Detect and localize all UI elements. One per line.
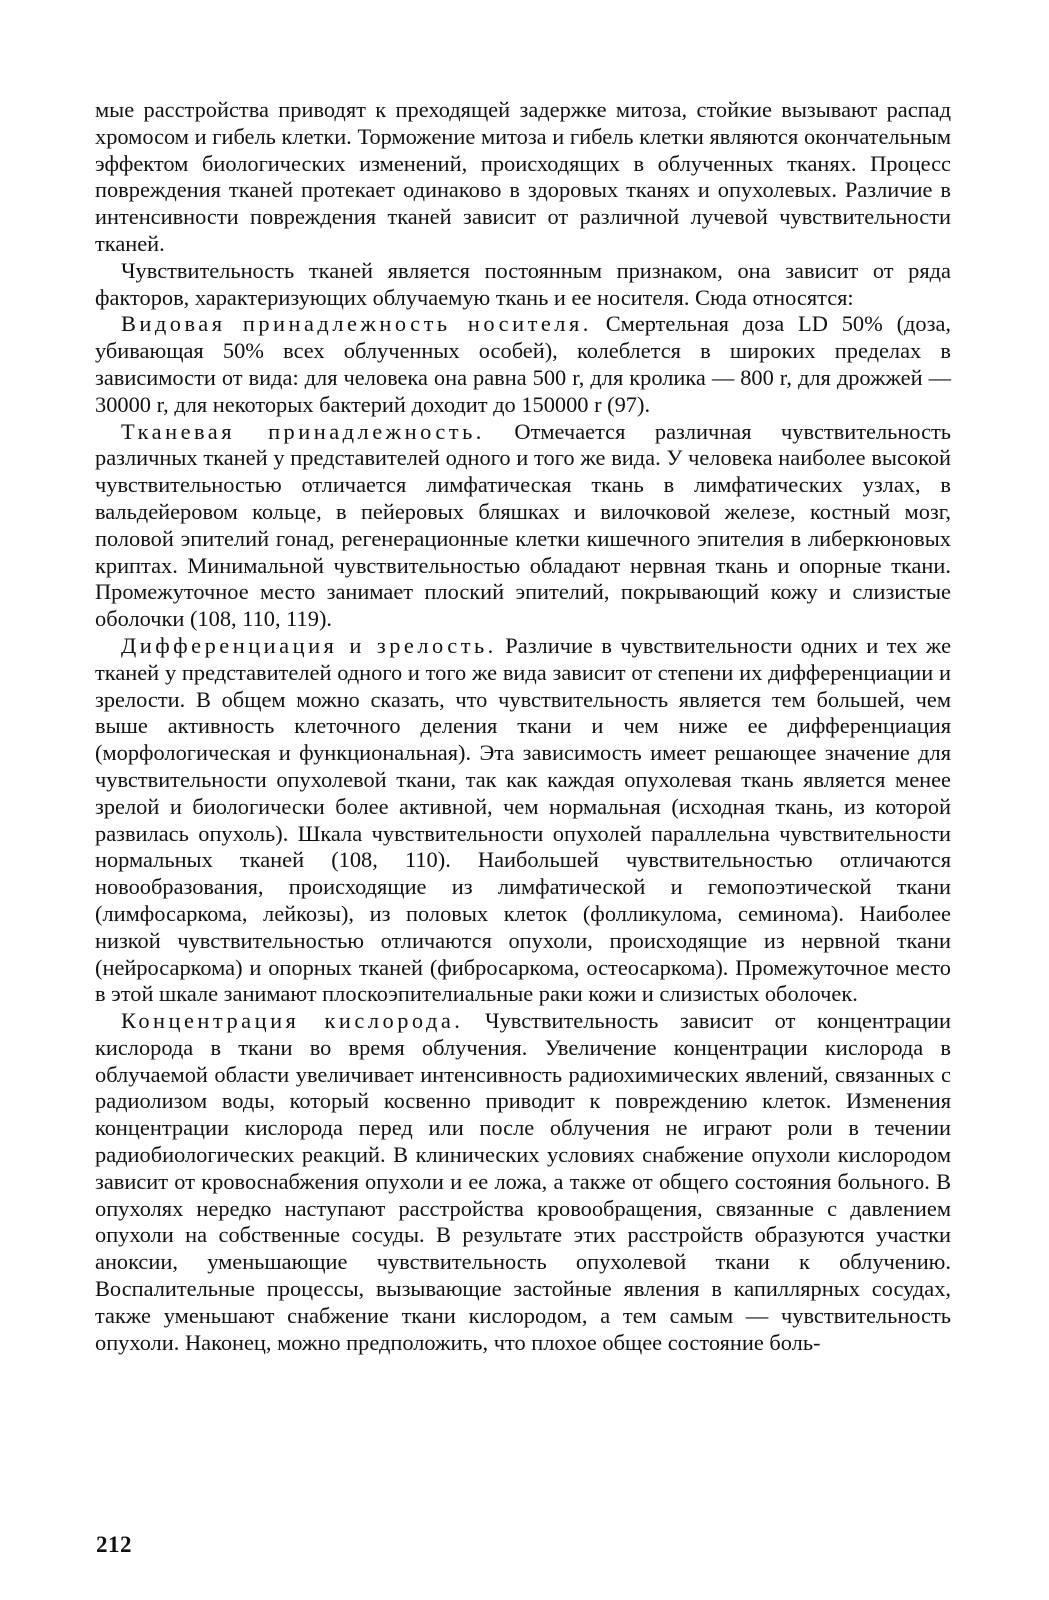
paragraph-text: Чувствительность зависит от концентрации кислорода в ткани во время облучения. Увеличение концентрации кислорода в облучаемой области увеличивает интенсивность радиохимических явлений, связанных с радиолизом воды, который косвенно приводит к повреждению клеток. Изменения концентрации кислорода перед или после облучения не играют роли в течении радиобиологических реакций. В клинических условиях снабжение опухоли кислородом зависит от кровоснабжения опухоли и ее ложа, а также от общего состояния больного. В опухолях нередко наступают расстройства кровообращения, связанные с давлением опухоли на собственные сосуды. В результате этих расстройств образуются участки аноксии, уменьшающие чувствительность опухолевой ткани к облучению. Воспалительные процессы, вызывающие застойные явления в капиллярных сосудах, также уменьшают снабжение ткани кислородом, а тем самым — чувствительность опухоли. Наконец, можно предположить, что плохое общее состояние боль- [95,1008,951,1355]
paragraph-sensitivity [95,258,951,312]
paragraph-text: Различие в чувствительности одних и тех же тканей у представителей одного и того же вида зависит от степени их дифференциации и зрелости. В общем можно сказать, что чувствительность является тем большей, чем выше активность клеточного деления ткани и чем ниже ее дифференциация (морфологическая и функциональная). Эта зависимость имеет решающее значение для чувствительности опухолевой ткани, так как каждая опухолевая ткань является менее зрелой и биологически более активной, чем нормальная (исходная ткань, из которой развилась опухоль). Шкала чувствительности опухолей параллельна чувствительности нормальных тканей (108, 110). Наибольшей чувствительностью отличаются новообразования, происходящие из лимфатической и гемопоэтической ткани (лимфосаркома, лейкозы), из половых клеток (фолликулома, семинома). Наиболее низкой чувствительностью отличаются опухоли, происходящие из нервной ткани (нейросаркома) и опорных тканей (фибросаркома, остеосаркома). Промежуточное место в этой шкале занимают плоскоэпителиальные раки кожи и слизистых оболочек. [95,632,952,1007]
paragraph-species [95,311,951,418]
paragraph-text: Отмечается различная чувствительность различных тканей у представителей одного и того же вида. У человека наиболее высокой чувствительностью отличается лимфатическая ткань в лимфатических узлах, в вальдейеровом кольце, в пейеровых бляшках и вилочковой железе, костный мозг, половой эпителий гонад, регенерационные клетки кишечного эпителия в либеркюновых криптах. Минимальной чувствительностью обладают нервная ткань и опорные ткани. Промежуточное место занимает плоский эпителий, покрывающий кожу и слизистые оболочки (108, 110, 119). [95,418,951,632]
paragraph-text: Смертельная доза LD 50% (доза, убивающая 50% всех облученных особей), колеблется в широких пределах в зависимости от вида: для человека она равна 500 r, для кролика — 800 r, для дрожжей — 30000 r, для некоторых бактерий доходит до 150000 r (97). [95,311,951,417]
paragraph-heading: Концентрация кислорода. [121,1008,464,1034]
paragraph-text: Чувствительность тканей является постоянным признаком, она зависит от ряда факторов, характеризующих облучаемую ткань и ее носителя. Сюда относятся: [95,257,951,310]
paragraph-text: мые расстройства приводят к преходящей задержке митоза, стойкие вызывают распад хромосом и гибель клетки. Торможение митоза и гибель клетки являются окончательным эффектом биологических изменений, происходящих в облученных тканях. Процесс повреждения тканей протекает одинаково в здоровых тканях и опухолевых. Различие в интенсивности повреждения тканей зависит от различной лучевой чувствительности тканей. [95,97,951,256]
paragraph-intro [95,97,951,258]
paragraph-heading: Дифференциация и зрелость. [121,632,497,658]
paragraph-tissue [95,419,951,633]
page-number: 212 [96,1532,132,1557]
paragraph-heading: Тканевая принадлежность. [121,418,485,444]
page-body [95,97,951,1356]
paragraph-oxygen [95,1008,951,1356]
paragraph-differentiation [95,633,951,1008]
paragraph-heading: Видовая принадлежность носителя. [121,311,592,337]
